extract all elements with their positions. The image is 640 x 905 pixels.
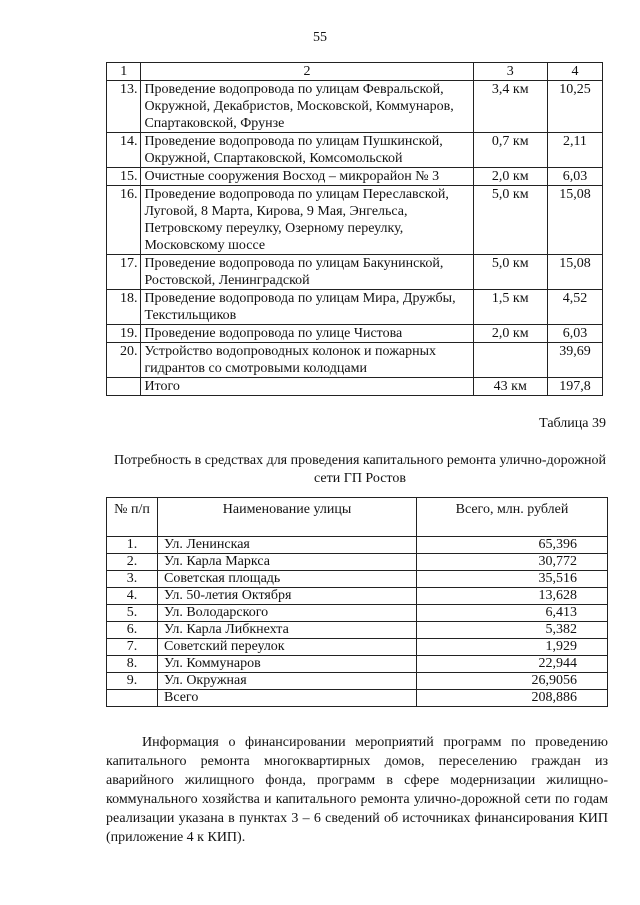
total-row: [107, 690, 608, 707]
table-row: [107, 588, 608, 605]
table-header-row: [107, 63, 603, 81]
row-number: 19.: [107, 325, 141, 343]
water-supply-table: [106, 62, 603, 396]
table-row: [107, 168, 603, 186]
page-number: 55: [313, 30, 327, 45]
row-cost: 15,08: [547, 255, 602, 290]
row-street: Ул. Володарского: [158, 605, 417, 622]
row-street: Советская площадь: [158, 571, 417, 588]
row-total: 30,772: [417, 554, 608, 571]
row-cost: 15,08: [547, 186, 602, 255]
row-number: 6.: [107, 622, 158, 639]
table-row: [107, 81, 603, 133]
empty-cell: [107, 690, 158, 707]
table-row: [107, 673, 608, 690]
row-street: Ул. Окружная: [158, 673, 417, 690]
table-title: Потребность в средствах для проведения капитального ремонта улично-дорожной сети ГП Ростов: [114, 453, 606, 486]
table-row: [107, 554, 608, 571]
table-row: [107, 255, 603, 290]
row-total: 26,9056: [417, 673, 608, 690]
table-row: [107, 639, 608, 656]
row-number: 1.: [107, 537, 158, 554]
row-length: 2,0 км: [473, 168, 547, 186]
total-value: 208,886: [417, 690, 608, 707]
row-total: 6,413: [417, 605, 608, 622]
row-street: Ул. Карла Маркса: [158, 554, 417, 571]
empty-cell: [107, 378, 141, 396]
row-number: 20.: [107, 343, 141, 378]
table-row: [107, 133, 603, 168]
table-row: [107, 325, 603, 343]
row-number: 17.: [107, 255, 141, 290]
table-header-row: [107, 498, 608, 537]
table-row: [107, 571, 608, 588]
row-number: 13.: [107, 81, 141, 133]
total-length: 43 км: [473, 378, 547, 396]
row-cost: 10,25: [547, 81, 602, 133]
total-cost: 197,8: [547, 378, 602, 396]
table-row: [107, 605, 608, 622]
row-number: 5.: [107, 605, 158, 622]
column-header: 4: [547, 63, 602, 81]
row-description: Проведение водопровода по улицам Пушкинской, Окружной, Спартаковской, Комсомольской: [141, 133, 473, 168]
row-number: 9.: [107, 673, 158, 690]
row-cost: 2,11: [547, 133, 602, 168]
row-description: Проведение водопровода по улицам Мира, Дружбы, Текстильщиков: [141, 290, 473, 325]
financing-info-paragraph: Информация о финансировании мероприятий программ по проведению капитального ремонта многоквартирных домов, переселению граждан из аварийного жилищного фонда, программ в сфере модернизации жилищно-коммунального хозяйства и капитального ремонта улично-дорожной сети по годам реализации указана в пунктах 3 – 6 сведений об источниках финансирования КИП (приложение 4 к КИП).: [106, 735, 608, 845]
row-description: Очистные сооружения Восход – микрорайон № 3: [141, 168, 473, 186]
row-number: 7.: [107, 639, 158, 656]
column-header: 2: [141, 63, 473, 81]
row-number: 8.: [107, 656, 158, 673]
column-header: 1: [107, 63, 141, 81]
row-description: Проведение водопровода по улицам Бакунинской, Ростовской, Ленинградской: [141, 255, 473, 290]
table-row: [107, 656, 608, 673]
row-street: Ул. Ленинская: [158, 537, 417, 554]
row-street: Советский переулок: [158, 639, 417, 656]
table-row: [107, 622, 608, 639]
row-street: Ул. 50-летия Октября: [158, 588, 417, 605]
row-number: 15.: [107, 168, 141, 186]
row-street: Ул. Коммунаров: [158, 656, 417, 673]
column-header-street: Наименование улицы: [158, 498, 417, 537]
row-street: Ул. Карла Либкнехта: [158, 622, 417, 639]
row-length: 5,0 км: [473, 186, 547, 255]
table-row: [107, 343, 603, 378]
row-length: 2,0 км: [473, 325, 547, 343]
table-row: [107, 537, 608, 554]
row-total: 13,628: [417, 588, 608, 605]
table-row: [107, 186, 603, 255]
table-caption: Таблица 39: [539, 416, 606, 431]
row-total: 65,396: [417, 537, 608, 554]
total-row: [107, 378, 603, 396]
total-label: Итого: [141, 378, 473, 396]
column-header-total: Всего, млн. рублей: [417, 498, 608, 537]
row-length: [473, 343, 547, 378]
row-number: 18.: [107, 290, 141, 325]
row-number: 3.: [107, 571, 158, 588]
row-cost: 39,69: [547, 343, 602, 378]
row-length: 1,5 км: [473, 290, 547, 325]
row-number: 14.: [107, 133, 141, 168]
row-description: Проведение водопровода по улице Чистова: [141, 325, 473, 343]
row-description: Проведение водопровода по улицам Переславской, Луговой, 8 Марта, Кирова, 9 Мая, Энгельса, Петровскому переулку, Озерному переулку, Московскому шоссе: [141, 186, 473, 255]
row-description: Устройство водопроводных колонок и пожарных гидрантов со смотровыми колодцами: [141, 343, 473, 378]
row-number: 4.: [107, 588, 158, 605]
column-header-number: № п/п: [107, 498, 158, 537]
row-total: 35,516: [417, 571, 608, 588]
row-length: 5,0 км: [473, 255, 547, 290]
total-label: Всего: [158, 690, 417, 707]
row-total: 1,929: [417, 639, 608, 656]
row-length: 3,4 км: [473, 81, 547, 133]
row-description: Проведение водопровода по улицам Февральской, Окружной, Декабристов, Московской, Коммунаров, Спартаковской, Фрунзе: [141, 81, 473, 133]
row-total: 22,944: [417, 656, 608, 673]
row-length: 0,7 км: [473, 133, 547, 168]
column-header: 3: [473, 63, 547, 81]
row-cost: 6,03: [547, 168, 602, 186]
row-number: 16.: [107, 186, 141, 255]
table-row: [107, 290, 603, 325]
road-repair-table: [106, 497, 608, 707]
row-number: 2.: [107, 554, 158, 571]
row-cost: 6,03: [547, 325, 602, 343]
row-cost: 4,52: [547, 290, 602, 325]
row-total: 5,382: [417, 622, 608, 639]
